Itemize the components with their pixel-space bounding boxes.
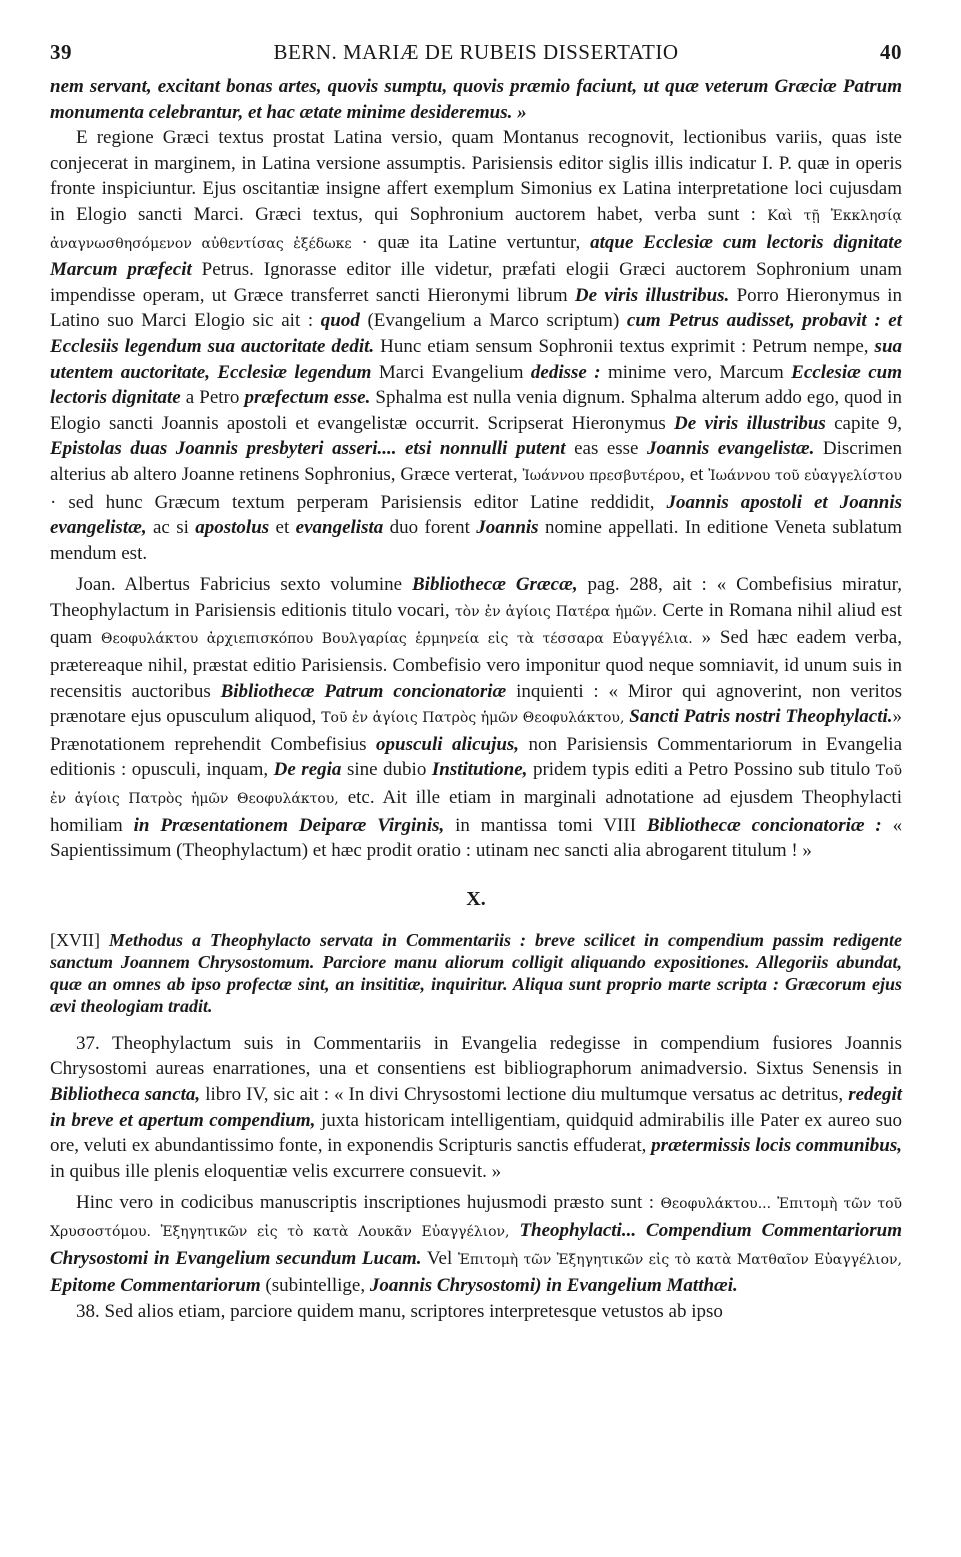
text-span: · sed hunc Græcum textum perperam Parisiensis editor Latine reddidit,	[50, 491, 655, 513]
text-span: in quibus ille plenis eloquentiæ velis excurrere consuevit. »	[50, 1160, 502, 1182]
running-header	[50, 40, 902, 74]
italic-span: prætermissis locis communibus,	[651, 1135, 903, 1157]
italic-span: Joannis apostoli et Joannis evangelistæ,	[50, 491, 902, 539]
italic-span: Sancti Patris nostri Theophylacti.	[629, 706, 893, 728]
italic-span: Joannis evangelistæ.	[647, 438, 815, 460]
text-span: ac si	[152, 517, 189, 539]
section-summary	[50, 929, 902, 1017]
italic-span: Theophylacti... Compendium Commentariorum Chrysostomi in Evangelium secundum Lucam.	[50, 1219, 903, 1269]
text-span: « Sapientissimum (Theophylactum) et hæc prodit oratio : utinam nec sancti alia abrogarent titulum ! »	[50, 814, 903, 862]
italic-span: cum Petrus audisset, probavit : et Ecclesiis legendum sua auctoritate dedit.	[50, 310, 902, 357]
text-span: Marci Evangelium	[378, 361, 524, 383]
text-span: Sphalma est nulla venia dignum. Sphalma alterum addo ego, quod in Elogio sancti Joannis apostoli et evangelistæ occurrit. Scripserat Hieronymus	[50, 387, 903, 434]
italic-span: Epitome Commentariorum	[50, 1275, 261, 1297]
italic-span: dedisse :	[530, 361, 601, 383]
greek-span: Τοῦ ἐν ἁγίοις Πατρὸς ἡμῶν Θεοφυλάκτου,	[50, 763, 903, 808]
text-span: in mantissa tomi VIII	[455, 814, 637, 836]
paragraph-inscriptions	[50, 1190, 902, 1298]
text-span: 38. Sed alios etiam, parciore quidem manu, scriptores interpretesque vetustos ab ipso	[76, 1300, 723, 1322]
greek-span: τὸν ἐν ἁγίοις Πατέρα ἡμῶν.	[454, 603, 657, 620]
italic-span: evangelista	[295, 517, 384, 539]
italic-span: Bibliothecæ Patrum concionatoriæ	[220, 680, 507, 702]
italic-span: sua utentem auctoritate, Ecclesiæ legendum	[50, 335, 903, 383]
italic-span: præfectum esse.	[244, 387, 371, 409]
text-span: » Prænotationem reprehendit Combefisius	[50, 706, 902, 755]
paragraph-37	[50, 1031, 902, 1185]
italic-span: redegit in breve et apertum compendium,	[50, 1084, 903, 1131]
text-span: pag. 288, ait : « Combefisius miratur, Theophylactum in Parisiensis editionis titulo vocari,	[50, 574, 902, 621]
italic-span: Joannis	[476, 517, 539, 539]
section-tag: [XVII]	[50, 929, 100, 950]
italic-span: Epistolas duas Joannis presbyteri asseri.... etsi nonnulli putent	[50, 438, 566, 460]
text-span: duo forent	[389, 517, 470, 539]
text-span: » Sed hæc eadem verba, prætereaque nihil, præstat editio Parisiensis. Combefisio vero imponitur quod neque somniavit, id unum suis in recensitis auctoribus	[50, 627, 902, 702]
greek-span: Θεοφυλάκτου ἀρχιεπισκόπου Βουλγαρίας ἑρμηνεία εἰς τὰ τέσσαρα Εὐαγγέλια.	[101, 631, 693, 648]
text-span: E regione Græci textus prostat Latina versio, quam Montanus recognovit, lectionibus variis, quas iste conjecerat in marginem, in Latina versione assumptis. Parisiensis editor siglis illis indicatur I. P. quæ in operis fronte inspiciuntur. Ejus oscitantiæ insigne affert exemplum Simonius ex Latina interpretatione loci cujusdam in Elogio sancti Marci. Græci textus, qui Sophronium auctorem habet, verba sunt :	[50, 127, 902, 225]
text-span: 37. Theophylactum suis in Commentariis in Evangelia redegisse in compendium fusiores Joannis Chrysostomi aureas enarrationes, una et consentiens est bibliographorum animadversio. Sixtus Senensis in	[50, 1032, 902, 1080]
section-number: X.	[466, 887, 486, 910]
text-span: minime vero, Marcum	[608, 361, 784, 383]
italic-span: atque Ecclesiæ cum lectoris dignitate Marcum præfecit	[50, 231, 902, 281]
text-span: non Parisiensis Commentariorum in Evangelia editionis : opusculi, inquam,	[50, 733, 903, 781]
text-span: nomine appellati. In editione Veneta sublatum mendum est.	[50, 517, 903, 564]
text-span: , et	[680, 463, 704, 485]
text-span: a Petro	[185, 387, 240, 409]
italic-span: opusculi alicujus,	[376, 733, 520, 755]
paragraph-version	[50, 125, 902, 566]
text-span: Hinc vero in codicibus manuscriptis inscriptiones hujusmodi præsto sunt :	[76, 1192, 655, 1214]
italic-span: De viris illustribus.	[574, 284, 730, 306]
italic-span: Ecclesiæ cum lectoris dignitate	[50, 361, 903, 409]
paragraph-fabricius	[50, 572, 902, 864]
greek-span: Τοῦ ἐν ἁγίοις Πατρὸς ἡμῶν Θεοφυλάκτου,	[321, 710, 625, 727]
greek-span: Θεοφυλάκτου... Ἐπιτομὴ τῶν τοῦ Χρυσοστόμου. Ἐξηγητικῶν εἰς τὸ κατὰ Λουκᾶν Εὐαγγέλιον,	[50, 1196, 903, 1240]
summary-text: Methodus a Theophylacto servata in Commentariis : breve scilicet in compendium passim redigente sanctum Joannem Chrysostomum. Parciore manu aliorum colligit aliquando expositiones. Allegoriis abundat, quæ an omnes ab ipso profectæ sint, an insititiæ, inquiritur. Aliqua sunt proprio marte scripta : Græcorum ejus ævi theologiam tradit.	[50, 929, 903, 1016]
text-span: inquienti : « Miror qui agnoverint, non veritos prænotare ejus opusculum aliquod,	[50, 680, 902, 728]
paragraph-38	[50, 1299, 902, 1325]
greek-span: Καὶ τῇ Ἐκκλησίᾳ ἀναγνωσθησόμενον αὐθεντίσας ἐξέδωκε	[50, 207, 902, 252]
text-span: Hunc etiam sensum Sophronii textus exprimit : Petrum nempe,	[380, 335, 869, 357]
italic-span: apostolus	[195, 517, 270, 539]
text-span: eas esse	[574, 438, 639, 460]
greek-span: Ἐπιτομὴ τῶν Ἐξηγητικῶν εἰς τὸ κατὰ Ματθαῖον Εὐαγγέλιον,	[457, 1251, 903, 1268]
paragraph-continuation	[50, 74, 902, 125]
italic-span: nem servant, excitant bonas artes, quovis sumptu, quovis præmio faciunt, ut quæ veterum Græciæ Patrum monumenta celebrantur, et hac ætate minime desideremus. »	[50, 76, 902, 123]
text-span: Discrimen alterius ab altero Joanne retinens Sophronius, Græce verterat,	[50, 438, 903, 485]
text-span: Joan. Albertus Fabricius sexto volumine	[76, 574, 403, 596]
text-span: Petrus. Ignorasse editor ille videtur, præfati elogii Græci auctorem Sophronium unam impendisse operam, ut Græce transferret sancti Hieronymi librum	[50, 259, 903, 306]
italic-span: in Præsentationem Deiparæ Virginis,	[133, 814, 445, 836]
text-span: juxta historicam intelligentiam, quidquid admirabilis ille Pater ex aureo suo ore, veluti ex abundantissimo fonte, in exponendis Scripturis sanctis effuderat,	[50, 1109, 903, 1157]
text-span: Vel	[426, 1247, 453, 1269]
text-span: (Evangelium a Marco scriptum)	[367, 310, 620, 332]
text-span: et	[275, 517, 290, 539]
italic-span: De viris illustribus	[674, 412, 826, 434]
greek-span: Ἰωάννου τοῦ εὐαγγελίστου	[708, 467, 902, 484]
italic-span: Joannis Chrysostomi) in Evangelium Matthæi.	[369, 1275, 738, 1297]
greek-span: Ἰωάννου πρεσβυτέρου	[522, 467, 681, 484]
italic-span: Bibliothecæ Græcæ,	[412, 574, 578, 596]
text-span: pridem typis editi a Petro Possino sub titulo	[532, 759, 871, 781]
document-page	[50, 40, 902, 1324]
text-span: libro IV, sic ait : « In divi Chrysostomi lectione diu multumque versatus ac detritus,	[205, 1084, 844, 1105]
running-title: BERN. MARIÆ DE RUBEIS DISSERTATIO	[273, 40, 679, 64]
text-span: Porro Hieronymus in Latino suo Marci Elogio sic ait :	[50, 284, 902, 332]
italic-span: Bibliothecæ concionatoriæ :	[646, 814, 882, 836]
text-span: Certe in Romana nihil aliud est quam	[50, 599, 902, 649]
italic-span: quod	[320, 310, 360, 332]
text-span: · quæ ita Latine vertuntur,	[361, 231, 581, 253]
italic-span: Institutione,	[431, 759, 528, 781]
text-span: (subintellige,	[265, 1275, 366, 1297]
text-span: capite 9,	[834, 412, 903, 434]
text-span: sine dubio	[346, 759, 427, 781]
italic-span: Bibliotheca sancta,	[50, 1084, 201, 1105]
page-number-left: 39	[50, 40, 72, 64]
text-span: etc. Ait ille etiam in marginali adnotatione ad ejusdem Theophylacti homiliam	[50, 787, 902, 836]
page-number-right: 40	[880, 40, 902, 64]
italic-span: De regia	[273, 759, 342, 781]
